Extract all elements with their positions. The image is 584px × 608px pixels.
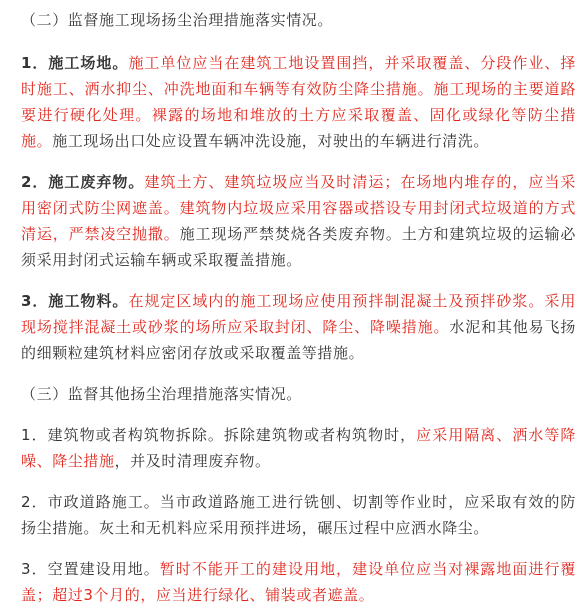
item-text: 水泥和其他易飞扬的细颗粒建筑材料应密闭存放或采取覆盖等措施。: [21, 318, 576, 362]
item-text: 3．空置建设用地。: [21, 560, 160, 578]
item-text: 1．建筑物或者构筑物拆除。拆除建筑物或者构筑物时，: [21, 426, 417, 444]
section-2-item-3: [21, 288, 576, 366]
item-red-text: 在规定区域内的施工现场应使用预拌制混凝土及预拌砂浆。采用现场搅拌混凝土或砂浆的场所应采取封闭、降尘、降噪措施。: [21, 292, 576, 336]
item-label: 3．施工物料。: [21, 292, 129, 310]
item-text: 2．市政道路施工。当市政道路施工进行铣刨、切割等作业时，应采取有效的防扬尘措施。灰土和无机料应采用预拌进场，碾压过程中应洒水降尘。: [21, 493, 576, 537]
item-text: ，并及时清理废弃物。: [114, 452, 271, 470]
item-label: 2．施工废弃物。: [21, 173, 145, 191]
item-text: 施工现场出口处应设置车辆冲洗设施，对驶出的车辆进行清洗。: [52, 132, 490, 150]
section-3-item-3: [21, 556, 576, 608]
item-red-text: 暂时不能开工的建设用地，建设单位应当对裸露地面进行覆盖；超过3个月的，应当进行绿化、铺装或者遮盖。: [21, 560, 576, 604]
item-red-text: 建筑土方、建筑垃圾应当及时清运；在场地内堆存的，应当采用密闭式防尘网遮盖。建筑物内垃圾应采用容器或搭设专用封闭式垃圾道的方式清运，严禁凌空抛撒。: [21, 173, 576, 243]
section-2-title: （二）监督施工现场扬尘治理措施落实情况。: [21, 11, 334, 29]
item-label: 1．施工场地。: [21, 54, 129, 72]
section-2-item-1: [21, 50, 576, 154]
section-2-item-2: [21, 169, 576, 273]
section-3-title: （三）监督其他扬尘治理措施落实情况。: [21, 385, 302, 403]
section-3-item-1: [21, 422, 576, 474]
item-text: 施工现场严禁焚烧各类废弃物。土方和建筑垃圾的运输必须采用封闭式运输车辆或采取覆盖措施。: [21, 225, 576, 269]
item-red-text: 应采用隔离、洒水等降噪、降尘措施: [21, 426, 576, 470]
section-3-item-2: [21, 489, 576, 541]
item-red-text: 施工单位应当在建筑工地设置围挡，并采取覆盖、分段作业、择时施工、洒水抑尘、冲洗地面和车辆等有效防尘降尘措施。施工现场的主要道路要进行硬化处理。裸露的场地和堆放的土方应采取覆盖、固化或绿化等防尘措施。: [21, 54, 576, 150]
